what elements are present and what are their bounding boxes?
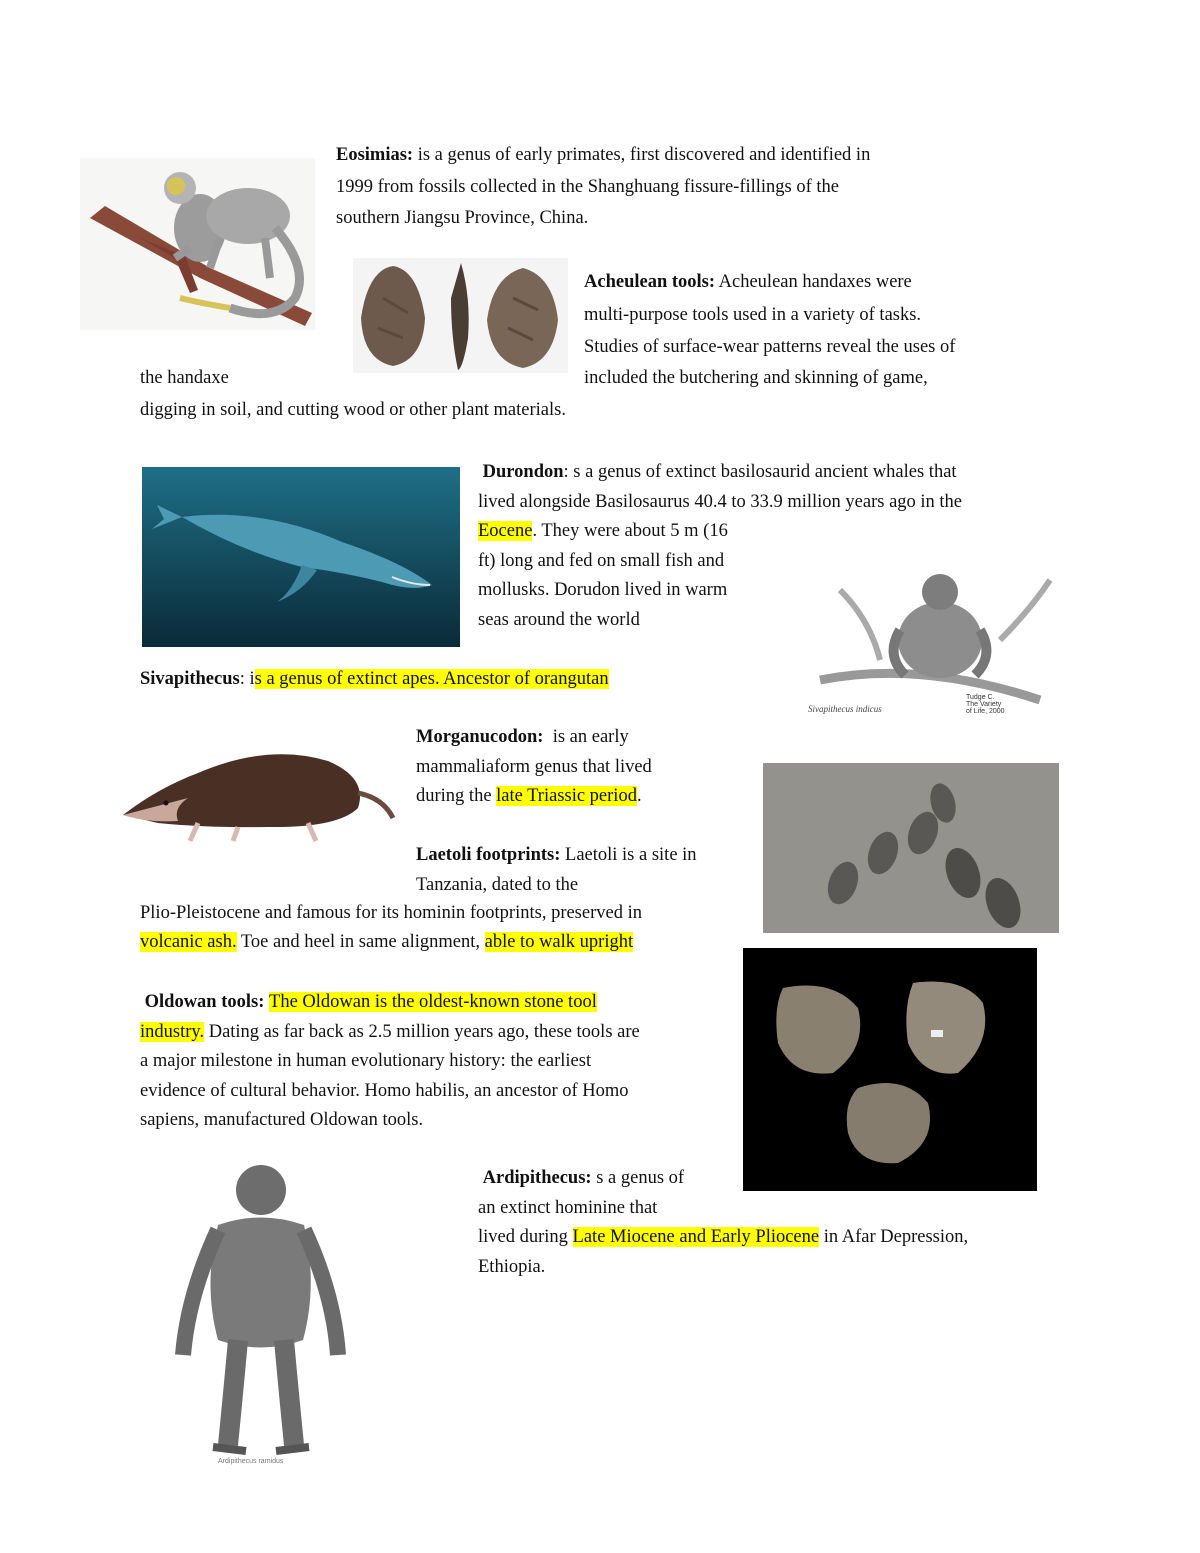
eocene-highlight: Eocene bbox=[478, 521, 533, 541]
acheulean-line-2: multi-purpose tools used in a variety of tasks. bbox=[584, 304, 922, 325]
morganucodon-line-2: mammaliaform genus that lived bbox=[416, 756, 652, 777]
oldowan-line-3: a major milestone in human evolutionary history: the earliest bbox=[140, 1051, 592, 1071]
oldowan-tools-image bbox=[743, 948, 1037, 1191]
sivapithecus-highlight: s a genus of extinct apes. Ancestor of orangutan bbox=[254, 669, 609, 689]
morganucodon-line-3: during the late Triassic period. bbox=[416, 786, 642, 806]
durondon-line-3: Eocene. They were about 5 m (16 bbox=[478, 521, 728, 541]
durondon-line-1: Durondon: s a genus of extinct basilosaurid ancient whales that bbox=[482, 462, 957, 482]
acheulean-line-4b: included the butchering and skinning of game, bbox=[584, 368, 928, 388]
laetoli-footprints-image bbox=[763, 763, 1059, 933]
durondon-line-4: ft) long and fed on small fish and bbox=[478, 550, 725, 571]
laetoli-title: Laetoli footprints: bbox=[416, 845, 561, 865]
ardipithecus-line-4: Ethiopia. bbox=[478, 1256, 546, 1277]
morganucodon-line-1: Morganucodon: is an early bbox=[416, 727, 629, 747]
durondon-line-2: lived alongside Basilosaurus 40.4 to 33.9 million years ago in the bbox=[478, 491, 963, 512]
ardipithecus-image bbox=[158, 1155, 363, 1467]
durondon-line-5: mollusks. Dorudon lived in warm bbox=[478, 580, 728, 600]
acheulean-entry bbox=[584, 268, 1084, 363]
eosimias-title: Eosimias: bbox=[336, 145, 414, 165]
sivapithecus-caption: Sivapithecus indicus bbox=[808, 704, 882, 714]
morganucodon-entry bbox=[416, 723, 756, 812]
durondon-line-6: seas around the world bbox=[478, 609, 640, 630]
morganucodon-title: Morganucodon: bbox=[416, 727, 544, 747]
eosimias-line-1: Eosimias: is a genus of early primates, first discovered and identified in bbox=[336, 145, 871, 165]
oldowan-line-4: evidence of cultural behavior. Homo habilis, an ancestor of Homo bbox=[140, 1080, 629, 1101]
laetoli-line-4: volcanic ash. Toe and heel in same alignment, able to walk upright bbox=[140, 932, 634, 952]
durondon-title: Durondon bbox=[482, 462, 564, 482]
ardipithecus-caption: Ardipithecus ramidus bbox=[218, 1458, 284, 1465]
morganucodon-image bbox=[118, 723, 396, 846]
acheulean-handaxe-image bbox=[353, 258, 568, 373]
durondon-entry bbox=[478, 458, 1078, 635]
ardipithecus-entry bbox=[478, 1164, 1078, 1282]
walk-upright-highlight: able to walk upright bbox=[484, 932, 634, 952]
laetoli-entry bbox=[416, 841, 761, 900]
ardipithecus-line-1: Ardipithecus: s a genus of bbox=[482, 1168, 685, 1188]
acheulean-line-4a: the handaxe bbox=[140, 368, 229, 388]
eosimias-image bbox=[80, 158, 315, 330]
eosimias-line-2: 1999 from fossils collected in the Shanghuang fissure-fillings of the bbox=[336, 176, 840, 197]
oldowan-line-2: industry. Dating as far back as 2.5 million years ago, these tools are bbox=[140, 1021, 640, 1042]
ardipithecus-line-2: an extinct hominine that bbox=[478, 1197, 658, 1218]
oldowan-highlight-1: The Oldowan is the oldest-known stone tool bbox=[269, 992, 597, 1012]
oldowan-entry bbox=[140, 988, 740, 1136]
sivapithecus-title: Sivapithecus bbox=[140, 669, 240, 689]
acheulean-title: Acheulean tools: bbox=[584, 272, 716, 292]
dorudon-whale-image bbox=[142, 467, 460, 647]
laetoli-line-2: Tanzania, dated to the bbox=[416, 874, 579, 895]
ardipithecus-title: Ardipithecus: bbox=[482, 1168, 592, 1188]
eosimias-entry bbox=[336, 141, 1056, 234]
oldowan-highlight-2: industry. bbox=[140, 1021, 205, 1042]
sivapithecus-entry: Sivapithecus: is a genus of extinct apes. Ancestor of orangutan bbox=[140, 669, 609, 689]
volcanic-ash-highlight: volcanic ash. bbox=[140, 932, 237, 952]
laetoli-line-1: Laetoli footprints: Laetoli is a site in bbox=[416, 845, 697, 865]
acheulean-line-1: Acheulean tools: Acheulean handaxes were bbox=[584, 272, 912, 292]
acheulean-line-5: digging in soil, and cutting wood or other plant materials. bbox=[140, 400, 566, 420]
miocene-highlight: Late Miocene and Early Pliocene bbox=[572, 1227, 820, 1247]
triassic-highlight: late Triassic period bbox=[496, 786, 637, 806]
sivapithecus-signature: Tudge C. The Variety of Life, 2000 bbox=[966, 694, 1005, 715]
oldowan-title: Oldowan tools bbox=[144, 992, 259, 1012]
oldowan-line-1: Oldowan tools: The Oldowan is the oldest-known stone tool bbox=[144, 992, 597, 1012]
laetoli-line-3: Plio-Pleistocene and famous for its hominin footprints, preserved in bbox=[140, 903, 642, 923]
ardipithecus-line-3: lived during Late Miocene and Early Pliocene in Afar Depression, bbox=[478, 1227, 969, 1247]
acheulean-line-3: Studies of surface-wear patterns reveal the uses of bbox=[584, 337, 956, 357]
oldowan-line-5: sapiens, manufactured Oldowan tools. bbox=[140, 1110, 424, 1130]
eosimias-line-3: southern Jiangsu Province, China. bbox=[336, 208, 589, 228]
